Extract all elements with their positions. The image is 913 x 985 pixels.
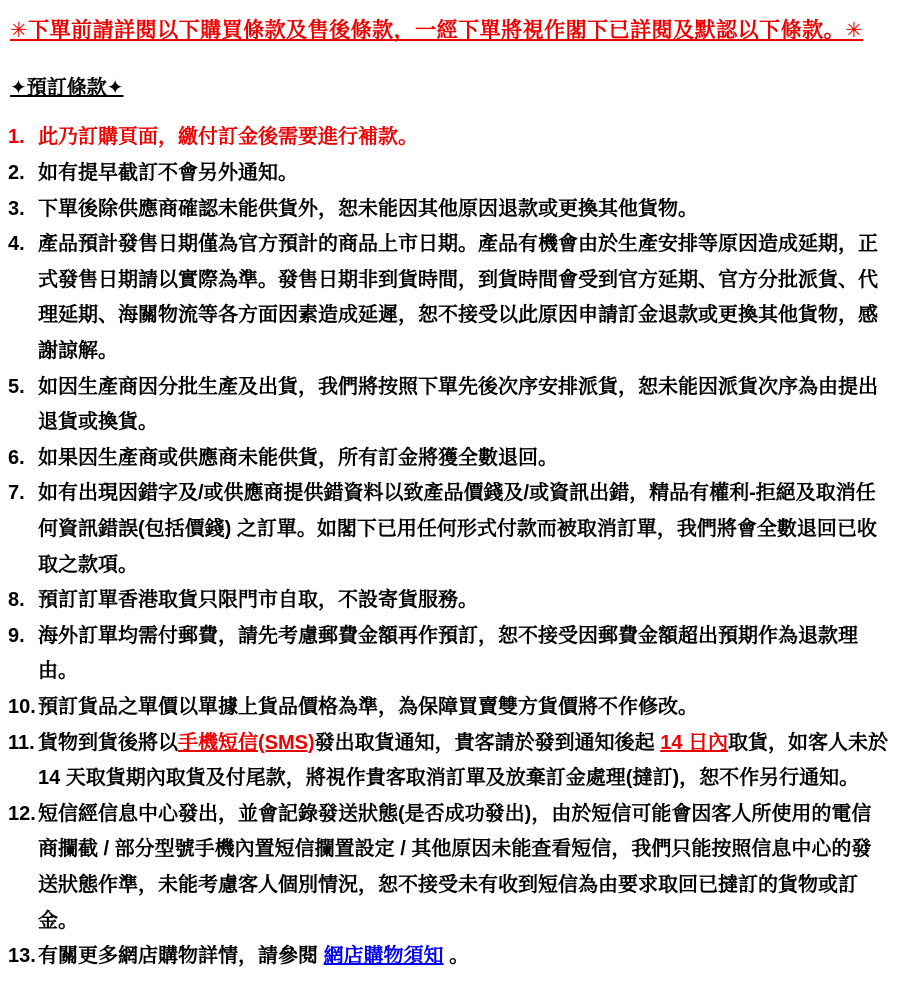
term-text-segment: 海外訂單均需付郵費，請先考慮郵費金額再作預訂，恕不接受因郵費金額超出預期作為退款理由。 xyxy=(38,624,858,683)
term-number: 11. xyxy=(8,731,35,754)
term-number: 13. xyxy=(8,945,36,968)
term-number: 1. xyxy=(8,126,25,149)
purchase-notice-header: ✳下單前請詳閱以下購買條款及售後條款，一經下單將視作閣下已詳閱及默認以下條款。✳ xyxy=(10,19,864,42)
term-text-segment: 下單後除供應商確認未能供貨外，恕未能因其他原因退款或更換其他貨物。 xyxy=(38,197,698,220)
term-item-3 xyxy=(8,192,891,228)
term-text-segment: 產品預計發售日期僅為官方預計的商品上市日期。產品有機會由於生產安排等原因造成延期，正式發售日期請以實際為準。發售日期非到貨時間，到貨時間會受到官方延期、官方分批派貨、代理延期、海關物流等各方面因素造成延遲，恕不接受以此原因申請訂金退款或更換其他貨物，感謝諒解。 xyxy=(38,233,878,362)
term-text xyxy=(38,120,891,156)
term-item-5 xyxy=(8,370,891,441)
term-text xyxy=(38,797,891,939)
store-shopping-guide-link[interactable]: 網店購物須知 xyxy=(323,945,444,968)
term-item-12 xyxy=(8,797,891,939)
term-text xyxy=(38,726,891,797)
term-text-segment: 發出取貨通知，貴客請於發到通知後起 xyxy=(314,731,661,754)
term-text-segment: 如因生產商因分批生產及出貨，我們將按照下單先後次序安排派貨，恕未能因派貨次序為由提出退貨或換貨。 xyxy=(38,375,878,434)
term-text-segment: 。 xyxy=(443,945,470,968)
term-number: 6. xyxy=(8,446,25,469)
pre-order-terms-title: ✦預訂條款✦ xyxy=(10,77,124,100)
term-text xyxy=(38,583,891,619)
term-item-6 xyxy=(8,441,891,477)
term-text xyxy=(38,156,891,192)
term-text xyxy=(38,690,891,726)
term-item-2 xyxy=(8,156,891,192)
term-item-9 xyxy=(8,619,891,690)
term-text xyxy=(38,370,891,441)
term-text xyxy=(38,939,891,975)
term-text-segment: 貨物到貨後將以 xyxy=(38,731,178,754)
term-item-10 xyxy=(8,690,891,726)
highlighted-text: 14 日內 xyxy=(660,731,729,754)
term-number: 7. xyxy=(8,482,25,505)
term-text-segment: 如有出現因錯字及/或供應商提供錯資料以致產品價錢及/或資訊出錯，精品有權利-拒絕及取消任何資訊錯誤(包括價錢) 之訂單。如閣下已用任何形式付款而被取消訂單，我們將會全數退回已收取之款項。 xyxy=(38,482,877,576)
term-item-7 xyxy=(8,476,891,583)
term-text-segment: 如有提早截訂不會另外通知。 xyxy=(38,162,298,185)
term-number: 5. xyxy=(8,375,25,398)
term-text xyxy=(38,441,891,477)
highlighted-text: 手機短信(SMS) xyxy=(178,731,315,754)
term-text-segment: 短信經信息中心發出，並會記錄發送狀態(是否成功發出)，由於短信可能會因客人所使用的電信商攔截 / 部分型號手機內置短信攔置設定 / 其他原因未能查看短信，我們只能按照信息中心的發送狀態作準，未能考慮客人個別情況，恕不接受未有收到短信為由要求取回已撻訂的貨物或訂金。 xyxy=(38,802,872,932)
term-text xyxy=(38,476,891,583)
term-item-13 xyxy=(8,939,891,975)
term-text-segment: 預訂訂單香港取貨只限門市自取，不設寄貨服務。 xyxy=(38,589,478,612)
term-text-segment: 此乃訂購頁面，繳付訂金後需要進行補款。 xyxy=(38,126,418,149)
term-number: 2. xyxy=(8,162,25,185)
term-text xyxy=(38,227,891,369)
term-number: 10. xyxy=(8,695,36,718)
term-number: 9. xyxy=(8,624,25,647)
term-item-11 xyxy=(8,726,891,797)
term-item-4 xyxy=(8,227,891,369)
term-text-segment: 取貨，如客人未於 14 天取貨期內取貨及付尾款，將視作貴客取消訂單及放棄訂金處理(撻訂)，恕不作另行通知。 xyxy=(38,731,889,790)
term-number: 8. xyxy=(8,589,25,612)
terms-list xyxy=(8,120,891,974)
term-text xyxy=(38,192,891,228)
term-item-8 xyxy=(8,583,891,619)
term-number: 12. xyxy=(8,802,36,825)
term-number: 3. xyxy=(8,197,25,220)
term-text-segment: 如果因生產商或供應商未能供貨，所有訂金將獲全數退回。 xyxy=(38,446,558,469)
term-item-1 xyxy=(8,120,891,156)
term-text xyxy=(38,619,891,690)
term-text-segment: 有關更多網店購物詳情，請參閱 xyxy=(38,945,324,968)
term-number: 4. xyxy=(8,233,25,256)
term-text-segment: 預訂貨品之單價以單據上貨品價格為準，為保障買賣雙方貨價將不作修改。 xyxy=(38,695,698,718)
